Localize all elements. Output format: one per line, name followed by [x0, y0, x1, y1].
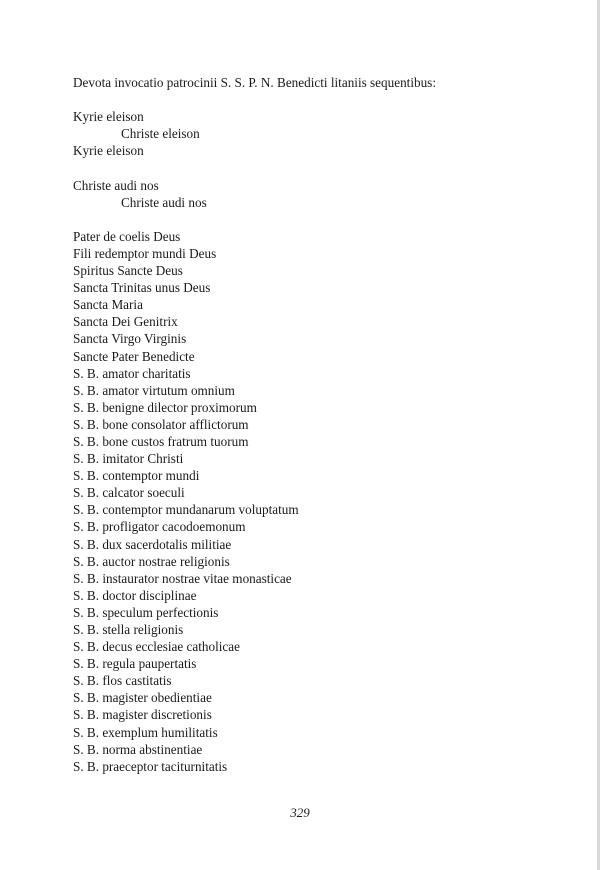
invocation-line: S. B. profligator cacodoemonum: [73, 519, 246, 535]
christe-audi-response-line: Christe audi nos: [121, 194, 207, 210]
invocation-line: S. B. doctor disciplinae: [73, 587, 197, 603]
invocation-line: S. B. amator virtutum omnium: [73, 382, 235, 398]
invocation-line: S. B. benigne dilector proximorum: [73, 399, 257, 415]
invocation-line: S. B. decus ecclesiae catholicae: [73, 639, 240, 655]
invocation-line: S. B. bone custos fratrum tuorum: [73, 433, 249, 449]
invocation-line: S. B. instaurator nostrae vitae monasticae: [73, 570, 292, 586]
invocation-line: S. B. contemptor mundanarum voluptatum: [73, 502, 299, 518]
invocation-line: S. B. stella religionis: [73, 622, 184, 637]
christe-audi-line: Christe audi nos: [73, 177, 159, 193]
invocation-line: Spiritus Sancte Deus: [73, 263, 183, 279]
invocation-line: Pater de coelis Deus: [73, 228, 181, 244]
page-number: 329: [290, 805, 310, 820]
invocation-line: S. B. calcator soeculi: [73, 485, 185, 501]
invocation-line: S. B. magister discretionis: [73, 707, 212, 723]
spacer: [73, 91, 573, 108]
invocation-line: S. B. auctor nostrae religionis: [73, 553, 230, 569]
invocation-line: Sancta Maria: [73, 297, 143, 313]
christe-eleison-line: Christe eleison: [121, 126, 200, 142]
kyrie-line: Kyrie eleison: [73, 143, 144, 159]
spacer: [73, 159, 573, 176]
kyrie-line: Kyrie eleison: [73, 109, 144, 125]
invocation-line: S. B. praeceptor taciturnitatis: [73, 758, 228, 774]
litany-heading: Devota invocatio patrocinii S. S. P. N. Benedicti litaniis sequentibus:: [73, 75, 436, 90]
invocation-line: S. B. amator charitatis: [73, 365, 191, 381]
invocation-line: Sancte Pater Benedicte: [73, 348, 195, 364]
invocation-line: S. B. regula paupertatis: [73, 656, 197, 672]
invocation-line: S. B. contemptor mundi: [73, 468, 200, 484]
invocation-line: Sancta Dei Genitrix: [73, 314, 178, 330]
invocation-line: Sancta Virgo Virginis: [73, 331, 187, 347]
invocation-line: S. B. bone consolator afflictorum: [73, 416, 249, 432]
litany-text: [73, 74, 573, 775]
invocation-line: Fili redemptor mundi Deus: [73, 245, 217, 261]
invocation-line: S. B. magister obedientiae: [73, 690, 212, 706]
invocation-line: S. B. speculum perfectionis: [73, 604, 219, 620]
invocation-line: S. B. exemplum humilitatis: [73, 724, 218, 740]
invocation-line: Sancta Trinitas unus Deus: [73, 280, 211, 296]
invocation-line: S. B. imitator Christi: [73, 451, 184, 467]
invocation-line: S. B. norma abstinentiae: [73, 741, 203, 757]
invocation-list: [73, 228, 573, 775]
invocation-line: S. B. dux sacerdotalis militiae: [73, 536, 232, 552]
spacer: [73, 211, 573, 228]
invocation-line: S. B. flos castitatis: [73, 673, 172, 689]
